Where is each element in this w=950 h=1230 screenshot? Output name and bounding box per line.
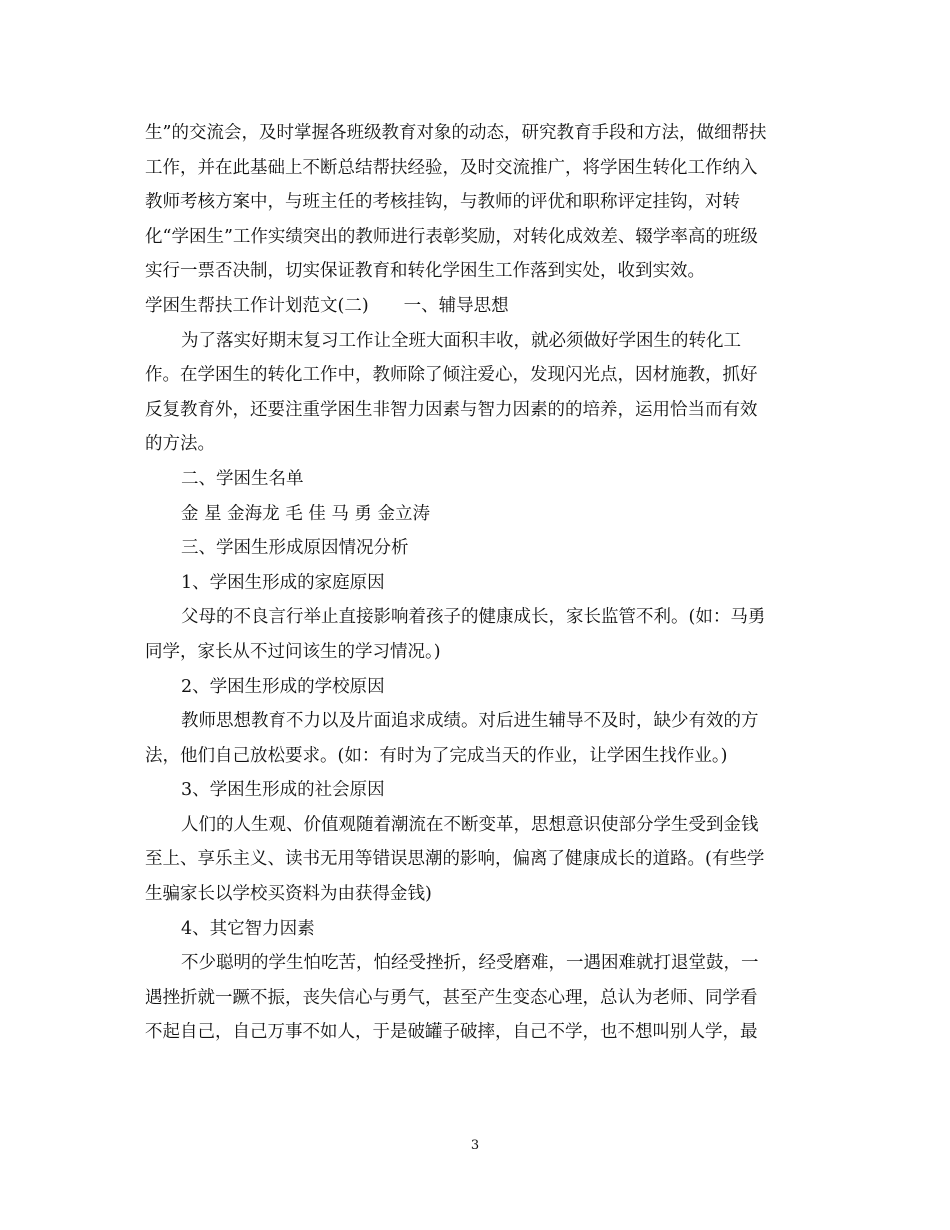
text-line: 金 星 金海龙 毛 佳 马 勇 金立涛 — [181, 503, 430, 524]
text-line: 教师考核方案中，与班主任的考核挂钩，与教师的评优和职称评定挂钩，对转 — [145, 192, 740, 213]
text-line: 生骗家长以学校买资料为由获得金钱) — [145, 884, 432, 905]
text-line: 1、学困生形成的家庭原因 — [181, 572, 385, 593]
text-line: 父母的不良言行举止直接影响着孩子的健康成长，家长监管不利。(如：马勇 — [181, 607, 766, 628]
text-line: 实行一票否决制，切实保证教育和转化学困生工作落到实处，收到实效。 — [145, 261, 705, 282]
text-line: 三、学困生形成原因情况分析 — [181, 538, 409, 559]
text-line: 二、学困生名单 — [181, 468, 304, 489]
text-line: 反复教育外，还要注重学困生非智力因素与智力因素的的培养，运用恰当而有效 — [145, 399, 758, 420]
text-line: 教师思想教育不力以及片面追求成绩。对后进生辅导不及时，缺少有效的方 — [181, 711, 759, 732]
text-line: 2、学困生形成的学校原因 — [181, 676, 385, 697]
text-line: 的方法。 — [145, 434, 215, 455]
document-body — [145, 116, 810, 1050]
text-line: 学困生帮扶工作计划范文(二) 一、辅导思想 — [145, 295, 509, 316]
text-line: 3、学困生形成的社会原因 — [181, 780, 385, 801]
page-number: 3 — [470, 1138, 480, 1153]
text-line: 不少聪明的学生怕吃苦，怕经受挫折，经受磨难，一遇困难就打退堂鼓，一 — [181, 953, 759, 974]
text-line: 生”的交流会，及时掌握各班级教育对象的动态，研究教育手段和方法，做细帮扶 — [145, 123, 767, 143]
text-line: 遇挫折就一蹶不振，丧失信心与勇气，甚至产生变态心理，总认为老师、同学看 — [145, 987, 758, 1008]
text-line: 为了落实好期末复习工作让全班大面积丰收，就必须做好学困生的转化工 — [181, 330, 741, 351]
text-line: 4、其它智力因素 — [181, 918, 315, 939]
text-line: 至上、享乐主义、读书无用等错误思潮的影响，偏离了健康成长的道路。(有些学 — [145, 849, 765, 870]
text-line: 法，他们自己放松要求。(如：有时为了完成当天的作业，让学困生找作业。) — [145, 745, 728, 766]
text-line: 同学，家长从不过问该生的学习情况。) — [145, 641, 441, 662]
text-line: 化“学困生”工作实绩突出的教师进行表彰奖励，对转化成效差、辍学率高的班级 — [145, 226, 758, 247]
text-line: 不起自己，自己万事不如人，于是破罐子破摔，自己不学，也不想叫别人学，最 — [145, 1022, 758, 1043]
text-line: 作。在学困生的转化工作中，教师除了倾注爱心，发现闪光点，因材施教，抓好 — [145, 365, 758, 386]
text-line: 工作，并在此基础上不断总结帮扶经验，及时交流推广，将学困生转化工作纳入 — [145, 157, 758, 178]
text-line: 人们的人生观、价值观随着潮流在不断变革，思想意识使部分学生受到金钱 — [181, 814, 759, 835]
